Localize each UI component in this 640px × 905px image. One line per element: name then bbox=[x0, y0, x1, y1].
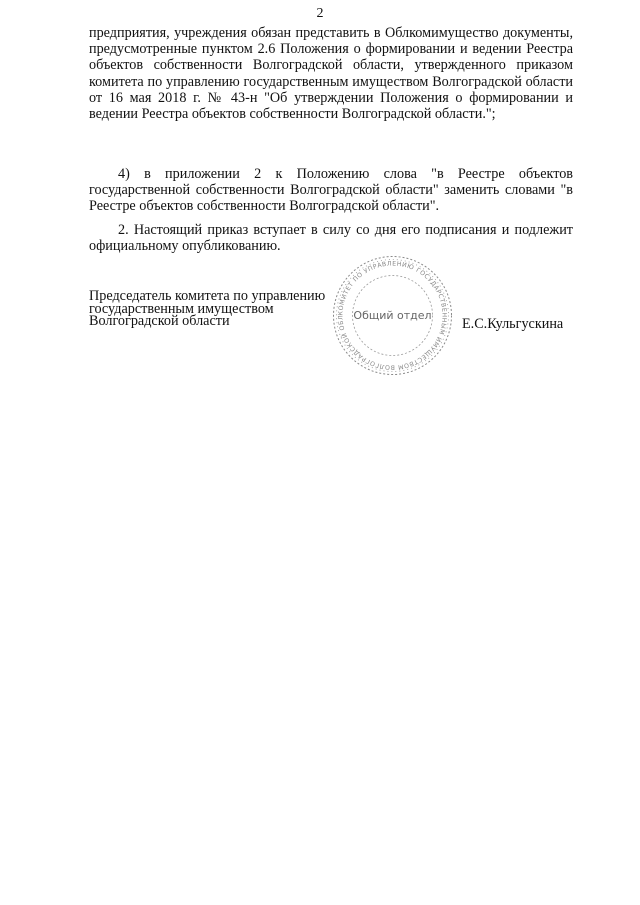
page-number: 2 bbox=[316, 6, 324, 21]
signatory-title-line-1: Председатель комитета по управлению bbox=[89, 288, 326, 304]
stamp-seal-graphic bbox=[327, 248, 455, 378]
paragraph-3: 2. Настоящий приказ вступает в силу со дня его подписания и подлежит официальному опубликованию. bbox=[89, 222, 573, 255]
official-stamp bbox=[327, 248, 455, 378]
stamp-ring-text: КОМИТЕТ ПО УПРАВЛЕНИЮ ГОСУДАРСТВЕННЫМ ИМУЩЕСТВОМ ВОЛГОГРАДСКОЙ ОБЛАСТИ bbox=[327, 248, 448, 371]
paragraph-1: предприятия, учреждения обязан представить в Облкомимущество документы, предусмотренные пунктом 2.6 Положения о формировании и ведении Реестра объектов собственности Волгоградской области, утвержденного приказом комитета по управлению государственным имуществом Волгоградской области от 16 мая 2018 г. № 43-н "Об утверждении Положения о формировании и ведении Реестра объектов собственности Волгоградской области."; bbox=[89, 25, 573, 123]
signatory-title-line-2: государственным имуществом bbox=[89, 300, 274, 317]
signatory-title-line-3: Волгоградской области bbox=[89, 313, 230, 329]
stamp-center-text: Общий отдел bbox=[353, 309, 432, 322]
paragraph-2: 4) в приложении 2 к Положению слова "в Реестре объектов государственной собственности Волгоградской области" заменить словами "в Реестре объектов собственности Волгоградской области". bbox=[89, 166, 573, 215]
signatory-title bbox=[89, 290, 349, 328]
signatory-name: Е.С.Кульгускина bbox=[462, 316, 564, 332]
